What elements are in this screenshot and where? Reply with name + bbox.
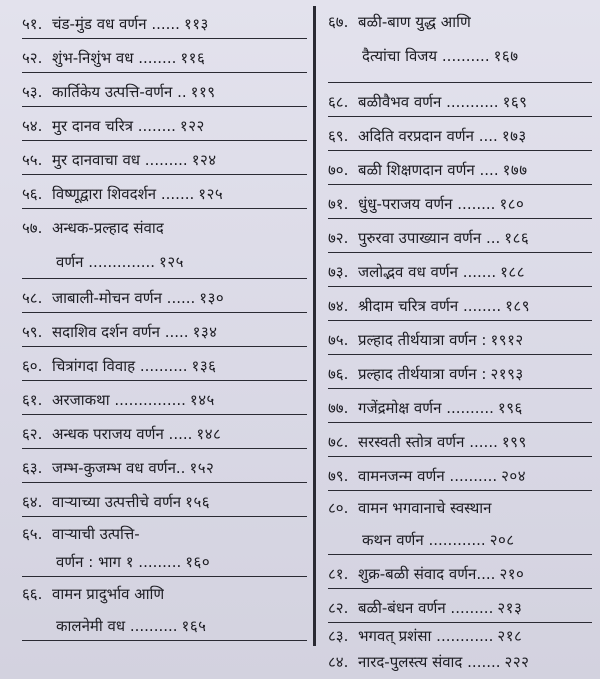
toc-entry: ७७. गजेंद्रमोक्ष वर्णन .......... १९६ — [328, 390, 592, 423]
toc-entry: ७८. सरस्वती स्तोत्र वर्णन ...... १९९ — [328, 424, 592, 457]
toc-entry: ७५. प्रल्हाद तीर्थयात्रा वर्णन : १९१२ — [328, 322, 592, 355]
toc-entry: ५८. जाबाली-मोचन वर्णन ...... १३० — [22, 280, 307, 313]
toc-entry: ७६. प्रल्हाद तीर्थयात्रा वर्णन : २१९३ — [328, 356, 592, 389]
toc-entry: ७४. श्रीदाम चरित्र वर्णन ........ १८९ — [328, 288, 592, 321]
toc-entry: ६७. बळी-बाण युद्ध आणि दैत्यांचा विजय .......... १६७ — [328, 6, 592, 83]
toc-entry: ५२. शुंभ-निशुंभ वध ........ ११६ — [22, 40, 307, 73]
toc-entry: ६३. जम्भ-कुजम्भ वध वर्णन.. १५२ — [22, 450, 307, 483]
toc-entry: ७१. धुंधु-पराजय वर्णन ........ १८० — [328, 186, 592, 219]
toc-entry: ५३. कार्तिकेय उत्पत्ति-वर्णन .. ११९ — [22, 74, 307, 107]
toc-entry: ५६. विष्णूद्वारा शिवदर्शन ....... १२५ — [22, 176, 307, 209]
toc-entry: ६०. चित्रांगदा विवाह .......... १३६ — [22, 348, 307, 381]
toc-entry: ५४. मुर दानव चरित्र ........ १२२ — [22, 108, 307, 141]
toc-entry: ५७. अन्धक-प्रल्हाद संवाद वर्णन .............. १२५ — [22, 210, 307, 279]
toc-entry: ८१. शुक्र-बळी संवाद वर्णन.... २१० — [328, 556, 592, 589]
toc-entry: ८२. बळी-बंधन वर्णन ......... २१३ — [328, 590, 592, 623]
column-divider — [313, 6, 316, 646]
toc-entry: ८३. भगवत् प्रशंसा ............ २१८ — [328, 627, 523, 645]
toc-entry: ५१. चंड-मुंड वध वर्णन ...... ११३ — [22, 6, 307, 39]
toc-entry: ६६. वामन प्रादुर्भाव आणि कालनेमी वध .......... १६५ — [22, 578, 307, 641]
toc-entry: ७२. पुरुरवा उपाख्यान वर्णन ... १८६ — [328, 220, 592, 253]
toc-entry: ६४. वाऱ्याच्या उत्पत्तीचे वर्णन १५६ — [22, 484, 307, 517]
toc-entry: ६९. अदिति वरप्रदान वर्णन .... १७३ — [328, 118, 592, 151]
toc-entry: ५९. सदाशिव दर्शन वर्णन ..... १३४ — [22, 314, 307, 347]
toc-entry: ६१. अरजाकथा ............... १४५ — [22, 382, 307, 415]
toc-entry: ६२. अन्धक पराजय वर्णन ..... १४८ — [22, 416, 307, 449]
toc-entry: ८०. वामन भगवानाचे स्वस्थान कथन वर्णन ............ २०८ — [328, 492, 592, 555]
toc-entry: ८४. नारद-पुलस्त्य संवाद ....... २२२ — [328, 653, 530, 671]
toc-entry: ७९. वामनजन्म वर्णन .......... २०४ — [328, 458, 592, 491]
toc-entry: ५५. मुर दानवाचा वध ......... १२४ — [22, 142, 307, 175]
toc-entry: ७३. जलोद्भव वध वर्णन ....... १८८ — [328, 254, 592, 287]
toc-entry: ७०. बळी शिक्षणदान वर्णन .... १७७ — [328, 152, 592, 185]
toc-entry: ६५. वाऱ्याची उत्पत्ति- वर्णन : भाग १ ......... १६० — [22, 518, 307, 577]
toc-entry: ६८. बळीवैभव वर्णन ........... १६९ — [328, 84, 592, 117]
